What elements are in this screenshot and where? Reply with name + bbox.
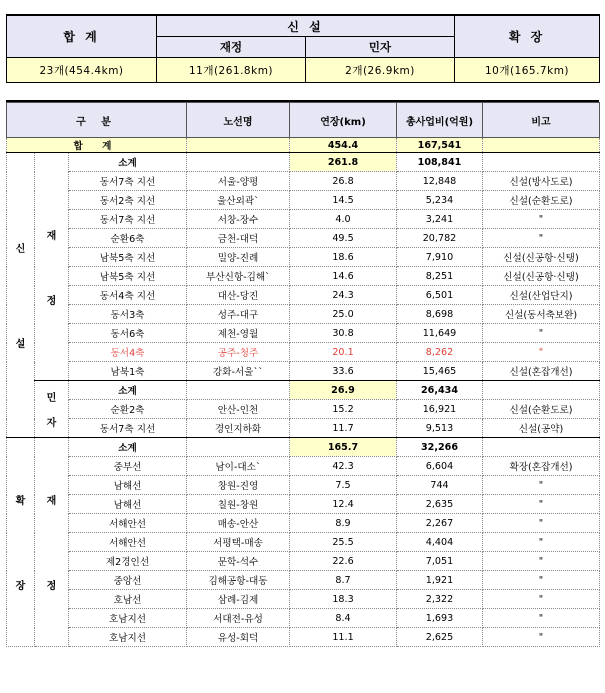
table-row	[7, 210, 600, 229]
row-cost: 12,848	[397, 172, 483, 191]
subtotal-row	[7, 381, 600, 400]
row-route: 밀양-진례	[187, 248, 290, 267]
table-row	[7, 305, 600, 324]
group-label	[35, 389, 68, 429]
row-category: 동서4축	[69, 343, 187, 362]
group-label-char: 재	[46, 496, 57, 507]
table-row	[7, 590, 600, 609]
row-note: 신설(방사도로)	[483, 172, 600, 191]
row-category: 남해선	[69, 476, 187, 495]
row-cost: 8,262	[397, 343, 483, 362]
subtotal-note	[483, 153, 600, 172]
row-cost: 6,604	[397, 457, 483, 476]
row-note: "	[483, 476, 600, 495]
row-cost: 8,698	[397, 305, 483, 324]
row-length: 7.5	[290, 476, 397, 495]
row-length: 4.0	[290, 210, 397, 229]
row-route: 칠원-창원	[187, 495, 290, 514]
row-note: "	[483, 495, 600, 514]
subtotal-length: 261.8	[290, 153, 397, 172]
row-category: 호남지선	[69, 609, 187, 628]
grand-total-length: 454.4	[290, 138, 397, 153]
row-route: 제천-영월	[187, 324, 290, 343]
row-route: 서창-장수	[187, 210, 290, 229]
table-row	[7, 248, 600, 267]
row-length: 18.3	[290, 590, 397, 609]
subtotal-note	[483, 438, 600, 457]
table-row	[7, 609, 600, 628]
grand-total-note	[483, 138, 600, 153]
row-category: 서해안선	[69, 533, 187, 552]
row-note: "	[483, 210, 600, 229]
table-row	[7, 457, 600, 476]
row-route: 성주-대구	[187, 305, 290, 324]
table-row	[7, 400, 600, 419]
row-length: 30.8	[290, 324, 397, 343]
row-route: 서평택-매송	[187, 533, 290, 552]
section-label-cell	[7, 438, 35, 647]
row-route: 울산외곽`	[187, 191, 290, 210]
row-category: 서해안선	[69, 514, 187, 533]
row-route: 문학-석수	[187, 552, 290, 571]
group-label-char: 설	[15, 339, 26, 350]
row-route: 강화-서울``	[187, 362, 290, 381]
subtotal-label: 소계	[69, 381, 187, 400]
table-row	[7, 172, 600, 191]
row-note: 신설(혼잡개선)	[483, 362, 600, 381]
subtotal-note	[483, 381, 600, 400]
row-cost: 7,051	[397, 552, 483, 571]
summary-expand-header: 확 장	[455, 15, 600, 58]
table-row	[7, 362, 600, 381]
row-route: 매송-안산	[187, 514, 290, 533]
table-row	[7, 191, 600, 210]
table-row	[7, 514, 600, 533]
row-note: 신설(공약)	[483, 419, 600, 438]
row-length: 14.6	[290, 267, 397, 286]
row-category: 중부선	[69, 457, 187, 476]
row-note: "	[483, 628, 600, 647]
row-route: 남이-대소`	[187, 457, 290, 476]
row-length: 26.8	[290, 172, 397, 191]
subtotal-length: 165.7	[290, 438, 397, 457]
row-route: 삼례-김제	[187, 590, 290, 609]
row-cost: 1,693	[397, 609, 483, 628]
summary-expand-value: 10개(165.7km)	[455, 58, 600, 83]
row-note: "	[483, 571, 600, 590]
row-cost: 2,625	[397, 628, 483, 647]
subtotal-label: 소계	[69, 153, 187, 172]
subtotal-row	[7, 438, 600, 457]
table-row	[7, 286, 600, 305]
row-cost: 4,404	[397, 533, 483, 552]
row-category: 동서7축 지선	[69, 419, 187, 438]
row-length: 8.7	[290, 571, 397, 590]
subtotal-cost: 26,434	[397, 381, 483, 400]
group-label-char: 정	[46, 295, 57, 307]
header-cost: 총사업비(억원)	[397, 103, 483, 138]
row-length: 18.6	[290, 248, 397, 267]
grand-total-route	[187, 138, 290, 153]
table-row	[7, 628, 600, 647]
group-label-char: 재	[46, 230, 57, 242]
row-route: 서울-양평	[187, 172, 290, 191]
row-cost: 2,635	[397, 495, 483, 514]
subtotal-route	[187, 438, 290, 457]
detail-table	[6, 102, 600, 647]
row-length: 14.5	[290, 191, 397, 210]
header-length: 연장(km)	[290, 103, 397, 138]
table-row	[7, 267, 600, 286]
table-row	[7, 343, 600, 362]
group-label	[7, 492, 34, 592]
row-length: 22.6	[290, 552, 397, 571]
row-length: 20.1	[290, 343, 397, 362]
subtotal-row	[7, 153, 600, 172]
row-route: 부산신항-김해`	[187, 267, 290, 286]
table-row	[7, 476, 600, 495]
row-length: 8.9	[290, 514, 397, 533]
row-route: 금천-대덕	[187, 229, 290, 248]
grand-total-cost: 167,541	[397, 138, 483, 153]
row-cost: 5,234	[397, 191, 483, 210]
row-category: 중앙선	[69, 571, 187, 590]
row-category: 동서2축 지선	[69, 191, 187, 210]
row-route: 서대전-유성	[187, 609, 290, 628]
row-category: 순환2축	[69, 400, 187, 419]
row-note: "	[483, 229, 600, 248]
row-cost: 3,241	[397, 210, 483, 229]
row-route: 유성-회덕	[187, 628, 290, 647]
table-row	[7, 419, 600, 438]
subsection-label-cell	[35, 438, 69, 647]
summary-table	[6, 14, 600, 83]
row-length: 11.1	[290, 628, 397, 647]
summary-private-header: 민자	[306, 37, 455, 58]
row-note: "	[483, 533, 600, 552]
row-category: 제2경인선	[69, 552, 187, 571]
section-label-cell	[7, 153, 35, 438]
row-category: 동서7축 지선	[69, 172, 187, 191]
row-category: 동서3축	[69, 305, 187, 324]
row-length: 15.2	[290, 400, 397, 419]
row-category: 순환6축	[69, 229, 187, 248]
row-length: 24.3	[290, 286, 397, 305]
group-label-char: 신	[15, 244, 26, 255]
row-route: 대산-당진	[187, 286, 290, 305]
row-cost: 744	[397, 476, 483, 495]
row-note: 확장(혼잡개선)	[483, 457, 600, 476]
grand-total-label: 합 계	[7, 138, 187, 153]
row-category: 동서7축 지선	[69, 210, 187, 229]
row-note: "	[483, 324, 600, 343]
table-row	[7, 324, 600, 343]
subtotal-route	[187, 381, 290, 400]
row-route: 경인지하화	[187, 419, 290, 438]
row-length: 12.4	[290, 495, 397, 514]
row-note: "	[483, 343, 600, 362]
table-row	[7, 229, 600, 248]
subtotal-cost: 32,266	[397, 438, 483, 457]
summary-total-header: 합 계	[7, 15, 157, 58]
row-cost: 7,910	[397, 248, 483, 267]
row-note: 신설(순환도로)	[483, 400, 600, 419]
row-note: 신설(순환도로)	[483, 191, 600, 210]
row-note: 신설(동서축보완)	[483, 305, 600, 324]
row-cost: 11,649	[397, 324, 483, 343]
table-row	[7, 495, 600, 514]
row-route: 김해공항-대동	[187, 571, 290, 590]
row-category: 호남지선	[69, 628, 187, 647]
subtotal-label: 소계	[69, 438, 187, 457]
row-category: 남해선	[69, 495, 187, 514]
group-label-char: 자	[46, 418, 57, 429]
row-note: 신설(신공항·신탱)	[483, 248, 600, 267]
group-label-char: 확	[15, 496, 26, 507]
group-label-char: 민	[46, 393, 57, 404]
row-note: 신설(신공항·신탱)	[483, 267, 600, 286]
row-cost: 9,513	[397, 419, 483, 438]
subtotal-length: 26.9	[290, 381, 397, 400]
table-row	[7, 571, 600, 590]
row-length: 25.0	[290, 305, 397, 324]
row-cost: 2,322	[397, 590, 483, 609]
summary-finance-header: 재정	[157, 37, 306, 58]
row-category: 남북5축 지선	[69, 248, 187, 267]
row-category: 호남선	[69, 590, 187, 609]
group-label	[35, 227, 68, 307]
row-note: "	[483, 609, 600, 628]
row-cost: 6,501	[397, 286, 483, 305]
subsection-label-cell	[35, 381, 69, 438]
row-cost: 20,782	[397, 229, 483, 248]
subtotal-cost: 108,841	[397, 153, 483, 172]
row-note: 신설(산업단지)	[483, 286, 600, 305]
row-category: 동서6축	[69, 324, 187, 343]
row-length: 25.5	[290, 533, 397, 552]
header-note: 비고	[483, 103, 600, 138]
row-note: "	[483, 590, 600, 609]
row-cost: 16,921	[397, 400, 483, 419]
summary-new-header: 신 설	[157, 15, 455, 37]
row-route: 공주-청주	[187, 343, 290, 362]
row-cost: 1,921	[397, 571, 483, 590]
row-cost: 2,267	[397, 514, 483, 533]
summary-total-value: 23개(454.4km)	[7, 58, 157, 83]
row-note: "	[483, 514, 600, 533]
table-row	[7, 533, 600, 552]
group-label-char: 장	[15, 581, 26, 592]
row-category: 남북5축 지선	[69, 267, 187, 286]
group-label	[7, 240, 34, 350]
header-category: 구 분	[7, 103, 187, 138]
table-row	[7, 552, 600, 571]
row-route: 안산-인천	[187, 400, 290, 419]
group-label-char: 정	[46, 581, 57, 592]
row-length: 8.4	[290, 609, 397, 628]
row-cost: 15,465	[397, 362, 483, 381]
row-cost: 8,251	[397, 267, 483, 286]
row-length: 33.6	[290, 362, 397, 381]
row-route: 창원-진영	[187, 476, 290, 495]
subtotal-route	[187, 153, 290, 172]
row-length: 42.3	[290, 457, 397, 476]
group-label	[35, 492, 68, 592]
row-category: 동서4축 지선	[69, 286, 187, 305]
row-note: "	[483, 552, 600, 571]
row-length: 11.7	[290, 419, 397, 438]
header-route: 노선명	[187, 103, 290, 138]
row-category: 남북1축	[69, 362, 187, 381]
row-length: 49.5	[290, 229, 397, 248]
summary-private-value: 2개(26.9km)	[306, 58, 455, 83]
subsection-label-cell	[35, 153, 69, 381]
summary-finance-value: 11개(261.8km)	[157, 58, 306, 83]
